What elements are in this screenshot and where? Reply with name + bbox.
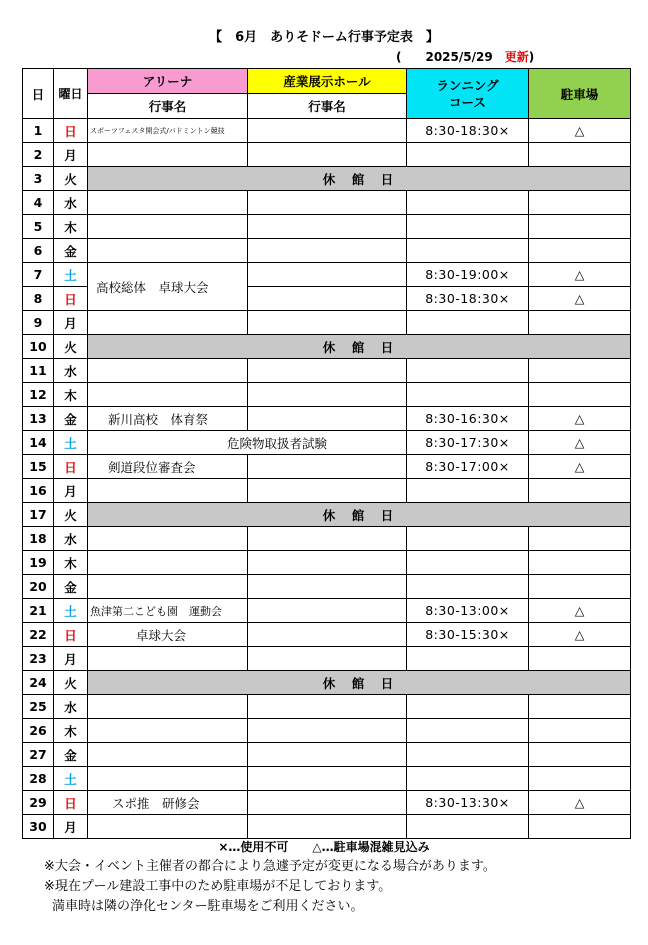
- weekday-cell: 日: [54, 791, 88, 815]
- running-cell: 8:30-15:30×: [407, 623, 529, 647]
- arena-cell: [88, 551, 248, 575]
- arena-cell: [88, 239, 248, 263]
- arena-cell: 剣道段位審査会: [88, 455, 248, 479]
- arena-cell: 高校総体 卓球大会: [88, 263, 248, 311]
- day-cell: 14: [23, 431, 54, 455]
- header-day: 日: [23, 69, 54, 119]
- arena-cell: [88, 191, 248, 215]
- weekday-cell: 日: [54, 455, 88, 479]
- arena-cell: スポ推 研修会: [88, 791, 248, 815]
- parking-cell: [529, 479, 631, 503]
- weekday-cell: 土: [54, 599, 88, 623]
- day-cell: 21: [23, 599, 54, 623]
- update-label: 更新: [504, 50, 529, 64]
- table-row: [23, 359, 631, 383]
- table-row: [23, 383, 631, 407]
- header-running: [407, 69, 529, 119]
- hall-cell: [248, 647, 407, 671]
- table-row: [23, 167, 631, 191]
- closed-cell: 休 館 日: [88, 503, 631, 527]
- weekday-cell: 月: [54, 815, 88, 839]
- day-cell: 5: [23, 215, 54, 239]
- weekday-cell: 木: [54, 551, 88, 575]
- table-row: [23, 311, 631, 335]
- note-line-2: ※現在プール建設工事中のため駐車場が不足しております。: [44, 879, 392, 894]
- hall-cell: [248, 407, 407, 431]
- closed-cell: 休 館 日: [88, 671, 631, 695]
- running-cell: [407, 551, 529, 575]
- table-row: [23, 119, 631, 143]
- arena-cell: [88, 647, 248, 671]
- parking-cell: [529, 551, 631, 575]
- header-weekday: 曜日: [54, 69, 88, 119]
- weekday-cell: 月: [54, 479, 88, 503]
- day-cell: 9: [23, 311, 54, 335]
- parking-cell: [529, 215, 631, 239]
- weekday-cell: 火: [54, 167, 88, 191]
- weekday-cell: 日: [54, 287, 88, 311]
- day-cell: 26: [23, 719, 54, 743]
- schedule-body: [23, 119, 631, 839]
- table-row: [23, 719, 631, 743]
- day-cell: 10: [23, 335, 54, 359]
- hall-cell: [248, 119, 407, 143]
- table-row: [23, 431, 631, 455]
- schedule-table: [22, 68, 631, 839]
- arena-cell: [88, 719, 248, 743]
- table-row: [23, 215, 631, 239]
- running-cell: [407, 719, 529, 743]
- day-cell: 8: [23, 287, 54, 311]
- hall-cell: [248, 575, 407, 599]
- table-row: [23, 455, 631, 479]
- arena-cell: [88, 311, 248, 335]
- parking-cell: △: [529, 287, 631, 311]
- parking-cell: [529, 239, 631, 263]
- table-row: [23, 695, 631, 719]
- hall-cell: [248, 143, 407, 167]
- arena-cell: [88, 215, 248, 239]
- hall-cell: [248, 623, 407, 647]
- running-cell: 8:30-18:30×: [407, 119, 529, 143]
- hall-cell: [248, 239, 407, 263]
- day-cell: 28: [23, 767, 54, 791]
- parking-cell: △: [529, 263, 631, 287]
- running-cell: [407, 479, 529, 503]
- closed-cell: 休 館 日: [88, 167, 631, 191]
- parking-cell: [529, 719, 631, 743]
- weekday-cell: 土: [54, 263, 88, 287]
- day-cell: 6: [23, 239, 54, 263]
- hall-cell: [248, 527, 407, 551]
- weekday-cell: 金: [54, 575, 88, 599]
- parking-cell: △: [529, 119, 631, 143]
- weekday-cell: 日: [54, 623, 88, 647]
- day-cell: 22: [23, 623, 54, 647]
- table-row: [23, 239, 631, 263]
- hall-cell: [248, 287, 407, 311]
- table-row: [23, 527, 631, 551]
- parking-cell: [529, 575, 631, 599]
- day-cell: 27: [23, 743, 54, 767]
- day-cell: 23: [23, 647, 54, 671]
- note-line-3: 満車時は隣の浄化センター駐車場をご利用ください。: [52, 899, 364, 914]
- day-cell: 12: [23, 383, 54, 407]
- running-cell: [407, 215, 529, 239]
- day-cell: 25: [23, 695, 54, 719]
- hall-cell: [248, 551, 407, 575]
- parking-cell: [529, 695, 631, 719]
- day-cell: 13: [23, 407, 54, 431]
- weekday-cell: 月: [54, 647, 88, 671]
- arena-cell: [88, 383, 248, 407]
- running-cell: [407, 743, 529, 767]
- arena-cell: [88, 479, 248, 503]
- parking-cell: △: [529, 791, 631, 815]
- hall-cell: [248, 791, 407, 815]
- day-cell: 30: [23, 815, 54, 839]
- running-cell: 8:30-16:30×: [407, 407, 529, 431]
- hall-cell: [248, 383, 407, 407]
- weekday-cell: 木: [54, 215, 88, 239]
- running-cell: [407, 191, 529, 215]
- table-row: [23, 263, 631, 287]
- running-cell: [407, 527, 529, 551]
- arena-cell: 魚津第二こども園 運動会: [88, 599, 248, 623]
- parking-cell: △: [529, 431, 631, 455]
- day-cell: 2: [23, 143, 54, 167]
- notes: [0, 838, 648, 917]
- hall-cell: [248, 311, 407, 335]
- weekday-cell: 月: [54, 143, 88, 167]
- parking-cell: △: [529, 455, 631, 479]
- parking-cell: [529, 359, 631, 383]
- table-row: [23, 191, 631, 215]
- running-cell: [407, 239, 529, 263]
- weekday-cell: 木: [54, 719, 88, 743]
- running-cell: [407, 575, 529, 599]
- header-arena-sub: 行事名: [88, 94, 248, 119]
- day-cell: 11: [23, 359, 54, 383]
- hall-cell: [248, 599, 407, 623]
- parking-cell: [529, 143, 631, 167]
- parking-cell: [529, 527, 631, 551]
- header-parking: 駐車場: [529, 69, 631, 119]
- day-cell: 4: [23, 191, 54, 215]
- running-cell: 8:30-13:00×: [407, 599, 529, 623]
- legend: ×…使用不可 △…駐車場混雑見込み: [218, 840, 430, 854]
- weekday-cell: 水: [54, 695, 88, 719]
- hall-cell: [248, 695, 407, 719]
- page-title: 【 6月 ありそドーム行事予定表 】: [209, 30, 439, 45]
- table-row: [23, 767, 631, 791]
- day-cell: 18: [23, 527, 54, 551]
- table-row: [23, 503, 631, 527]
- parking-cell: △: [529, 623, 631, 647]
- parking-cell: [529, 383, 631, 407]
- note-line-1: ※大会・イベント主催者の都合により急遽予定が変更になる場合があります。: [44, 859, 496, 874]
- arena-cell: [88, 575, 248, 599]
- hall-cell: [248, 215, 407, 239]
- hall-cell: [248, 743, 407, 767]
- hall-cell: [248, 191, 407, 215]
- arena-cell: [88, 695, 248, 719]
- day-cell: 15: [23, 455, 54, 479]
- weekday-cell: 土: [54, 431, 88, 455]
- header-hall-sub: 行事名: [248, 94, 407, 119]
- running-cell: [407, 311, 529, 335]
- table-row: [23, 575, 631, 599]
- hall-cell: [248, 359, 407, 383]
- update-date-close: ): [528, 50, 535, 64]
- running-cell: 8:30-13:30×: [407, 791, 529, 815]
- weekday-cell: 木: [54, 383, 88, 407]
- hall-cell: [248, 455, 407, 479]
- weekday-cell: 金: [54, 743, 88, 767]
- table-row: [23, 479, 631, 503]
- weekday-cell: 火: [54, 671, 88, 695]
- day-cell: 19: [23, 551, 54, 575]
- table-row: [23, 743, 631, 767]
- arena-cell: スポーツフェスタ開会式/バドミントン競技: [88, 119, 248, 143]
- weekday-cell: 日: [54, 119, 88, 143]
- running-cell: [407, 815, 529, 839]
- parking-cell: [529, 647, 631, 671]
- hall-cell: [248, 767, 407, 791]
- day-cell: 7: [23, 263, 54, 287]
- weekday-cell: 火: [54, 335, 88, 359]
- parking-cell: [529, 311, 631, 335]
- weekday-cell: 金: [54, 407, 88, 431]
- weekday-cell: 水: [54, 191, 88, 215]
- arena-cell: [88, 743, 248, 767]
- day-cell: 1: [23, 119, 54, 143]
- table-row: [23, 143, 631, 167]
- table-row: [23, 815, 631, 839]
- header-running-text: ランニング コース: [436, 77, 499, 110]
- table-row: [23, 623, 631, 647]
- table-row: [23, 335, 631, 359]
- weekday-cell: 水: [54, 359, 88, 383]
- running-cell: [407, 383, 529, 407]
- header-hall: 産業展示ホール: [248, 69, 407, 94]
- event-span-cell: 危険物取扱者試験: [88, 431, 407, 455]
- parking-cell: [529, 191, 631, 215]
- update-date-open: ( 2025/5/29: [396, 50, 505, 64]
- day-cell: 17: [23, 503, 54, 527]
- table-row: [23, 407, 631, 431]
- running-cell: 8:30-18:30×: [407, 287, 529, 311]
- parking-cell: [529, 743, 631, 767]
- day-cell: 16: [23, 479, 54, 503]
- parking-cell: [529, 815, 631, 839]
- table-row: [23, 551, 631, 575]
- header-arena: アリーナ: [88, 69, 248, 94]
- running-cell: 8:30-17:00×: [407, 455, 529, 479]
- hall-cell: [248, 263, 407, 287]
- parking-cell: [529, 767, 631, 791]
- arena-cell: [88, 527, 248, 551]
- arena-cell: [88, 359, 248, 383]
- hall-cell: [248, 719, 407, 743]
- running-cell: [407, 767, 529, 791]
- table-row: [23, 647, 631, 671]
- weekday-cell: 月: [54, 311, 88, 335]
- parking-cell: △: [529, 407, 631, 431]
- day-cell: 29: [23, 791, 54, 815]
- update-date: [396, 48, 534, 65]
- running-cell: [407, 647, 529, 671]
- arena-cell: [88, 815, 248, 839]
- running-cell: [407, 359, 529, 383]
- running-cell: [407, 143, 529, 167]
- running-cell: 8:30-19:00×: [407, 263, 529, 287]
- table-row: [23, 599, 631, 623]
- table-row: [23, 791, 631, 815]
- parking-cell: △: [529, 599, 631, 623]
- hall-cell: [248, 479, 407, 503]
- arena-cell: [88, 767, 248, 791]
- weekday-cell: 火: [54, 503, 88, 527]
- day-cell: 3: [23, 167, 54, 191]
- hall-cell: [248, 815, 407, 839]
- arena-cell: [88, 143, 248, 167]
- day-cell: 20: [23, 575, 54, 599]
- arena-cell: 新川高校 体育祭: [88, 407, 248, 431]
- weekday-cell: 金: [54, 239, 88, 263]
- running-cell: [407, 695, 529, 719]
- weekday-cell: 土: [54, 767, 88, 791]
- running-cell: 8:30-17:30×: [407, 431, 529, 455]
- closed-cell: 休 館 日: [88, 335, 631, 359]
- table-row: [23, 671, 631, 695]
- weekday-cell: 水: [54, 527, 88, 551]
- day-cell: 24: [23, 671, 54, 695]
- arena-cell: 卓球大会: [88, 623, 248, 647]
